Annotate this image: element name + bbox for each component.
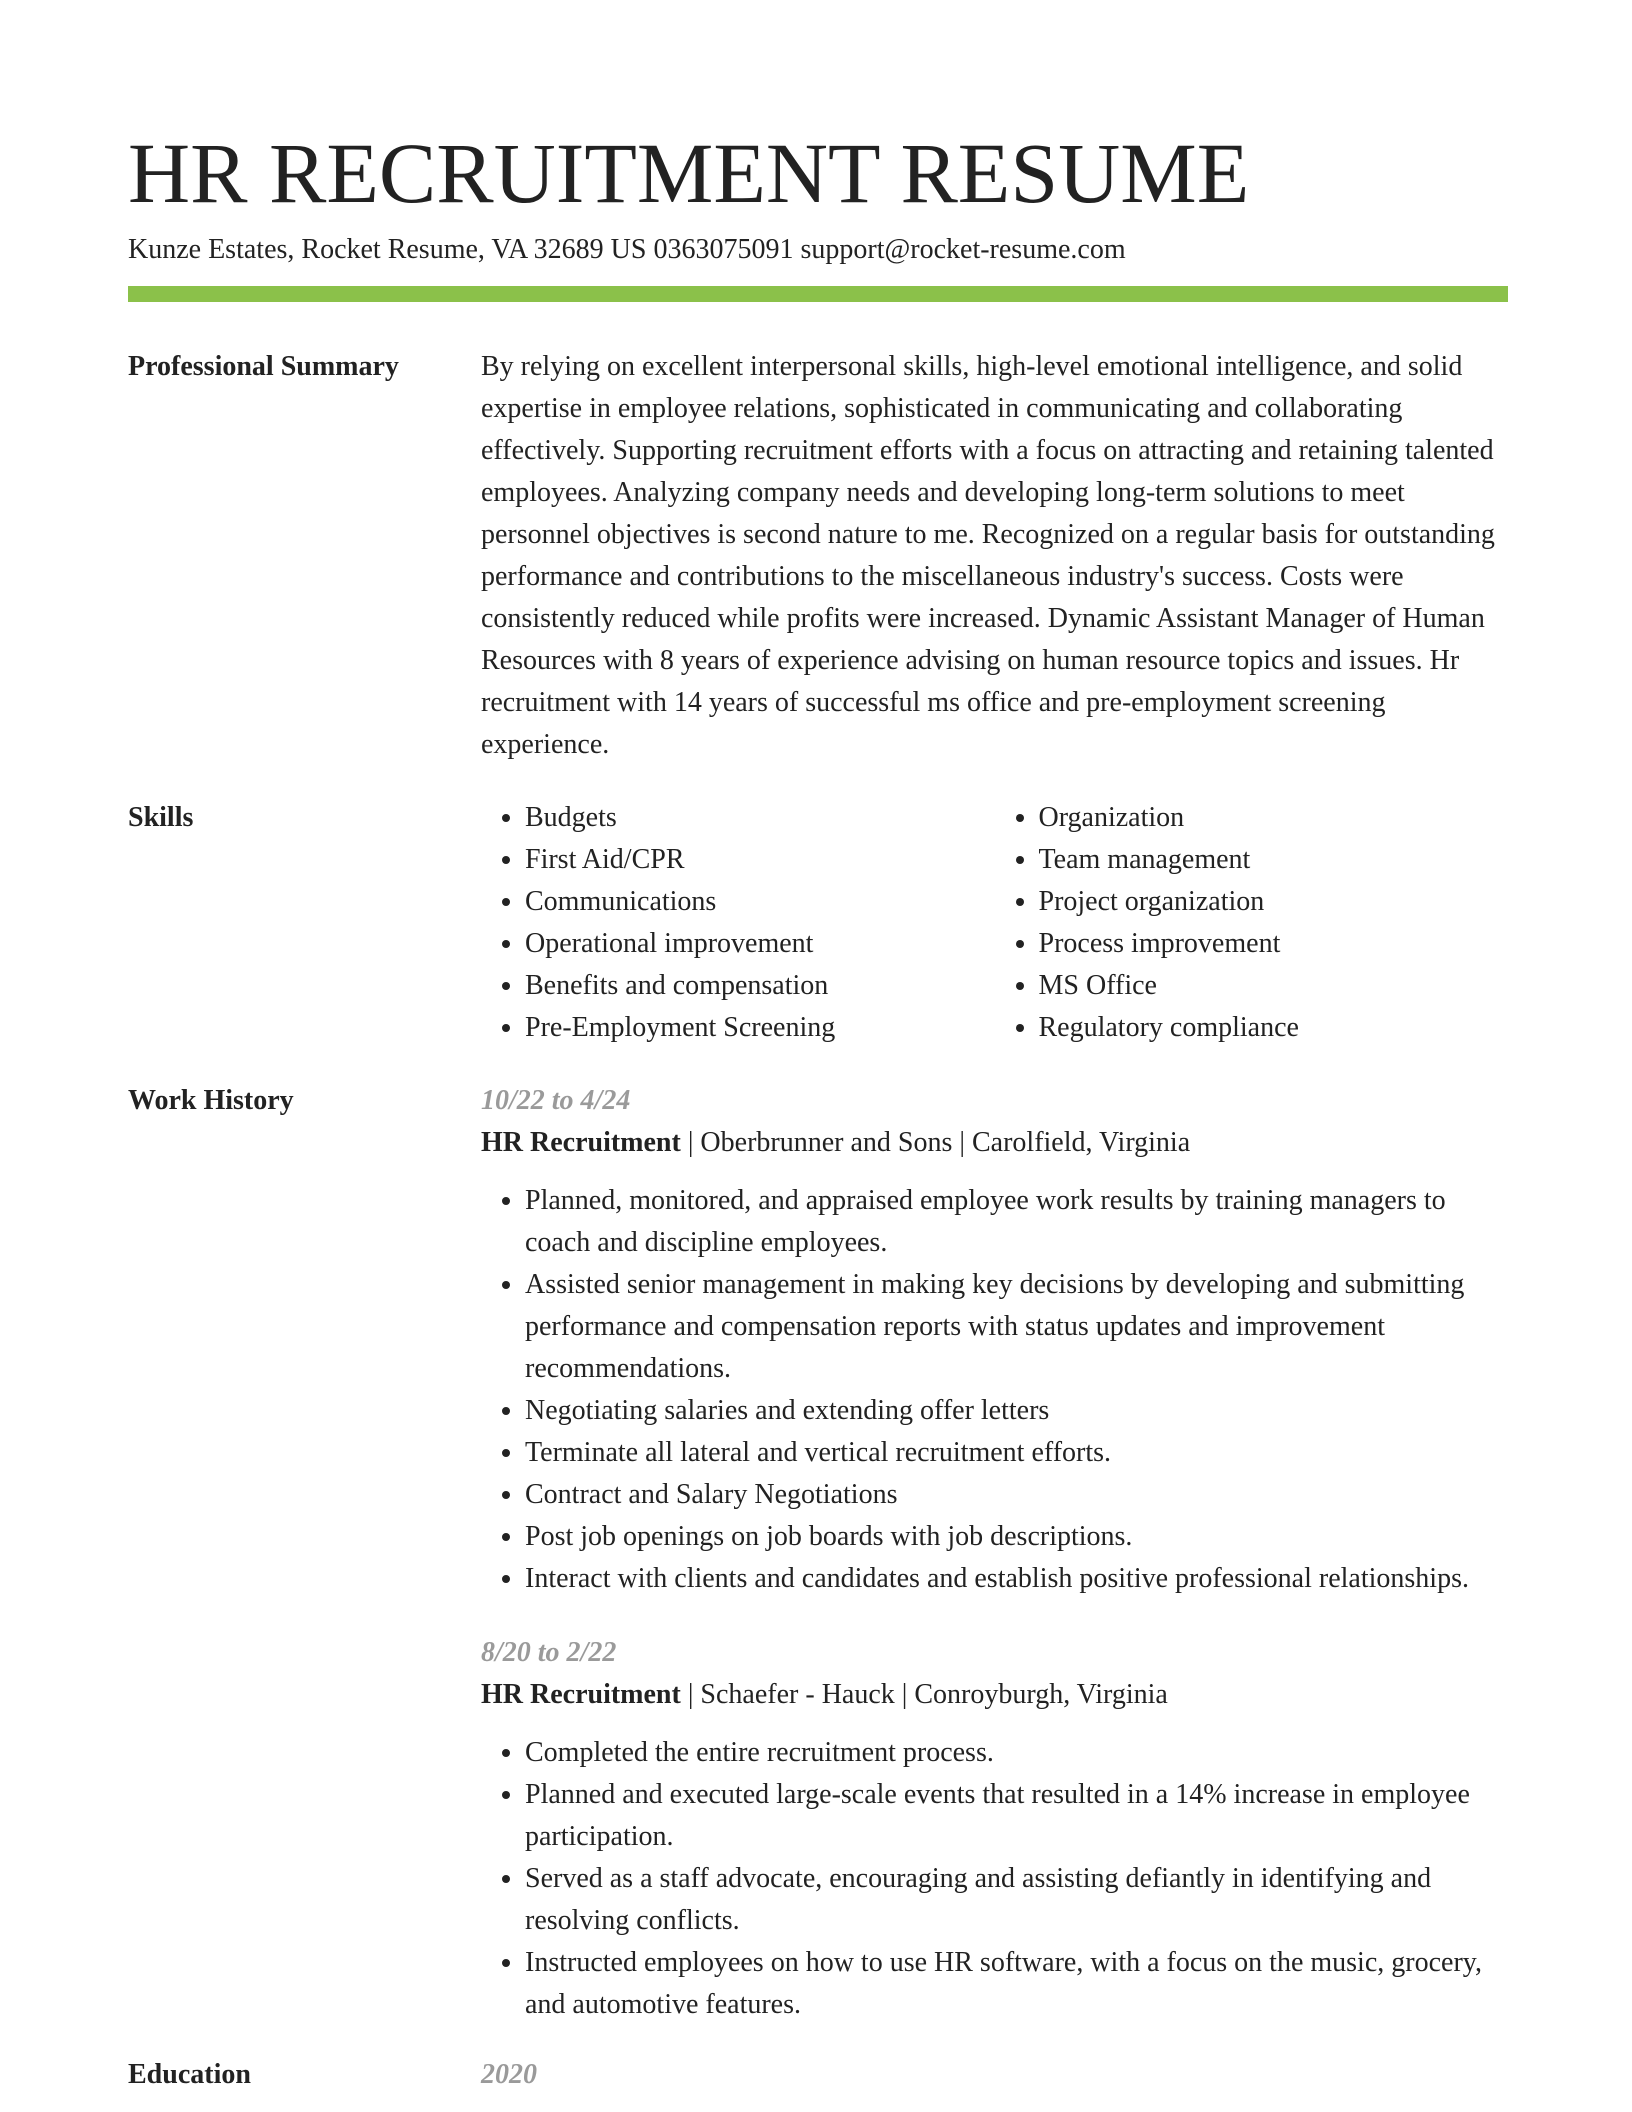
job-entry [481,1632,1508,2026]
job-heading [481,1674,1508,1716]
job-bullet: • Post job openings on job boards with job descriptions. [525,1516,1508,1558]
skill-item: • Team management [1039,839,1509,881]
skill-item: • Organization [1039,797,1509,839]
summary-label: Professional Summary [128,351,399,382]
job-title: HR Recruitment [481,1679,681,1710]
skills-list-left [481,797,995,1049]
job-heading [481,1122,1508,1164]
job-details: | Oberbrunner and Sons | Carolfield, Virginia [680,1127,1191,1158]
job-entry [481,1080,1508,1600]
job-details: | Schaefer - Hauck | Conroyburgh, Virginia [680,1679,1168,1710]
contact-line [128,232,1126,268]
skill-item: • MS Office [1039,965,1509,1007]
skill-item: • Benefits and compensation [525,965,995,1007]
job-bullet: • Terminate all lateral and vertical recruitment efforts. [525,1432,1508,1474]
job-dates: 10/22 to 4/24 [481,1085,631,1116]
address: Kunze Estates, Rocket Resume, VA 32689 US [128,234,647,265]
job-bullet: • Assisted senior management in making key decisions by developing and submitting performance and compensation reports with status updates and improvement recommendations. [525,1264,1508,1390]
skill-item: • Operational improvement [525,923,995,965]
work-history-label: Work History [128,1085,294,1116]
job-bullet: • Negotiating salaries and extending offer letters [525,1390,1508,1432]
skills-label: Skills [128,802,194,833]
job-bullets [481,1180,1508,1600]
education-label: Education [128,2059,251,2090]
education-date: 2020 [481,2059,537,2090]
job-bullet: • Planned and executed large-scale events that resulted in a 14% increase in employee participation. [525,1774,1508,1858]
skill-item: • Project organization [1039,881,1509,923]
job-bullet: • Instructed employees on how to use HR software, with a focus on the music, grocery, and automotive features. [525,1942,1508,2026]
skills-list-right [995,797,1509,1049]
job-bullets [481,1732,1508,2026]
header-divider [128,286,1508,302]
job-bullet: • Completed the entire recruitment process. [525,1732,1508,1774]
job-bullet: • Contract and Salary Negotiations [525,1474,1508,1516]
summary-text: By relying on excellent interpersonal skills, high-level emotional intelligence, and solid expertise in employee relations, sophisticated in communicating and collaborating effectively. Supporting recruitment efforts with a focus on attracting and retaining talented employees. Analyzing company needs and developing long-term solutions to meet personnel objectives is second nature to me. Recognized on a regular basis for outstanding performance and contributions to the miscellaneous industry's success. Costs were consistently reduced while profits were increased. Dynamic Assistant Manager of Human Resources with 8 years of experience advising on human resource topics and issues. Hr recruitment with 14 years of successful ms office and pre-employment screening experience. [481,351,1495,760]
job-bullet: • Interact with clients and candidates and establish positive professional relationships. [525,1558,1508,1600]
skill-item: • Communications [525,881,995,923]
resume-title: HR RECRUITMENT RESUME [128,125,1250,221]
job-title: HR Recruitment [481,1127,681,1158]
job-dates: 8/20 to 2/22 [481,1637,617,1668]
phone: 0363075091 [653,234,794,265]
skill-item: • Regulatory compliance [1039,1007,1509,1049]
skill-item: • Pre-Employment Screening [525,1007,995,1049]
job-bullet: • Planned, monitored, and appraised employee work results by training managers to coach and discipline employees. [525,1180,1508,1264]
job-bullet: • Served as a staff advocate, encouraging and assisting defiantly in identifying and resolving conflicts. [525,1858,1508,1942]
skill-item: • Budgets [525,797,995,839]
skill-item: • Process improvement [1039,923,1509,965]
skill-item: • First Aid/CPR [525,839,995,881]
email: support@rocket-resume.com [800,234,1126,265]
